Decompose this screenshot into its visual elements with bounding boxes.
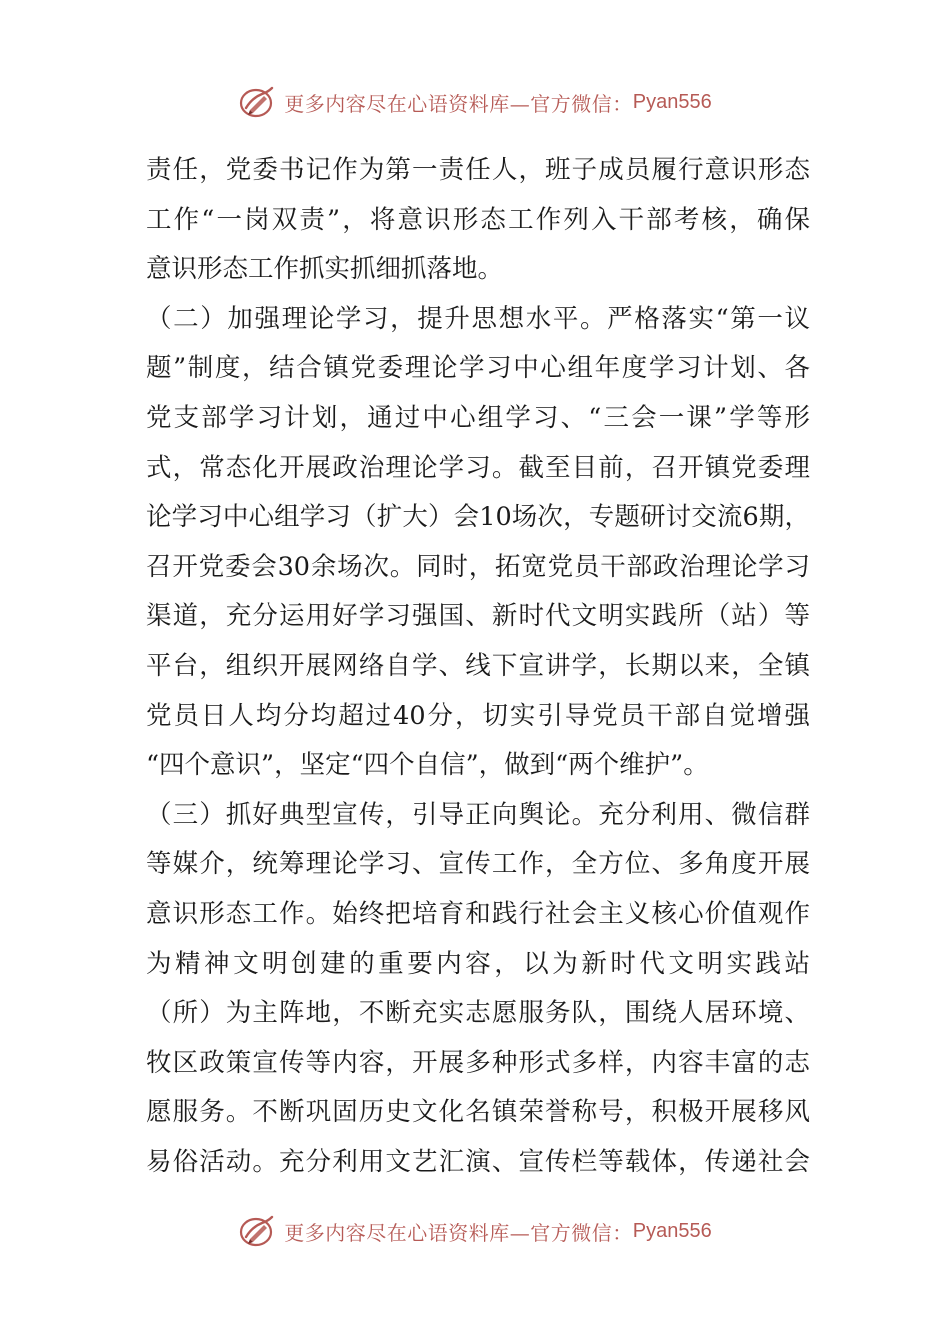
body-line: 易俗活动。充分利用文艺汇演、宣传栏等载体，传递社会 xyxy=(146,1146,810,1177)
body-line: 意识形态工作抓实抓细抓落地。 xyxy=(146,254,504,285)
body-line: “四个意识”，坚定“四个自信”，做到“两个维护”。 xyxy=(146,750,709,781)
body-line: 式，常态化开展政治理论学习。截至目前，召开镇党委理 xyxy=(146,452,810,483)
body-line: 愿服务。不断巩固历史文化名镇荣誉称号，积极开展移风 xyxy=(146,1097,810,1128)
body-line: 等媒介，统筹理论学习、宣传工作，全方位、多角度开展 xyxy=(146,849,810,880)
body-line: 牧区政策宣传等内容，开展多种形式多样，内容丰富的志 xyxy=(146,1047,810,1078)
body-line: 论学习中心组学习（扩大）会10场次，专题研讨交流6期， xyxy=(146,502,810,533)
header-banner-wechat: Pyan556 xyxy=(632,90,712,113)
body-line: （二）加强理论学习，提升思想水平。严格落实“第一议 xyxy=(146,303,810,334)
body-line: 党支部学习计划，通过中心组学习、“三会一课”学等形 xyxy=(146,402,810,433)
body-line: （三）抓好典型宣传，引导正向舆论。充分利用、微信群 xyxy=(146,799,810,830)
footer-banner xyxy=(0,1211,950,1251)
body-line: 党员日人均分均超过40分，切实引导党员干部自觉增强 xyxy=(146,700,810,731)
body-line: 召开党委会30余场次。同时，拓宽党员干部政治理论学习 xyxy=(146,551,810,582)
body-line: 为精神文明创建的重要内容，以为新时代文明实践站 xyxy=(146,948,810,979)
body-line: （所）为主阵地，不断充实志愿服务队，围绕人居环境、 xyxy=(146,998,810,1029)
footer-banner-text: 更多内容尽在心语资料库—官方微信： xyxy=(284,1220,633,1245)
header-banner xyxy=(0,82,950,122)
pen-logo-icon xyxy=(238,1213,278,1249)
body-line: 工作“一岗双责”，将意识形态工作列入干部考核，确保 xyxy=(146,204,810,235)
document-body xyxy=(146,146,810,1187)
pen-logo-icon xyxy=(238,84,278,120)
body-line: 题”制度，结合镇党委理论学习中心组年度学习计划、各 xyxy=(146,353,810,384)
body-line: 渠道，充分运用好学习强国、新时代文明实践所（站）等 xyxy=(146,601,810,632)
body-line: 意识形态工作。始终把培育和践行社会主义核心价值观作 xyxy=(146,898,810,929)
body-line: 平台，组织开展网络自学、线下宣讲学，长期以来，全镇 xyxy=(146,650,810,681)
body-line: 责任，党委书记作为第一责任人，班子成员履行意识形态 xyxy=(146,155,810,185)
footer-banner-wechat: Pyan556 xyxy=(632,1219,712,1242)
header-banner-text: 更多内容尽在心语资料库—官方微信： xyxy=(284,91,633,116)
